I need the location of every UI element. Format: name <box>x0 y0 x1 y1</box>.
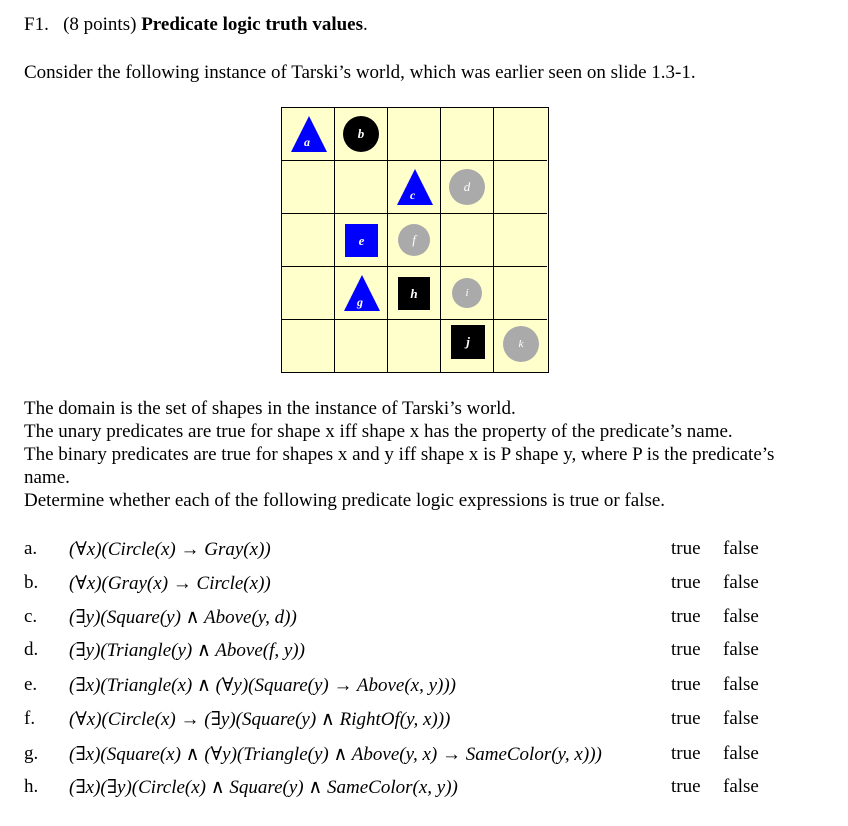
answer-false-option[interactable]: false <box>723 606 759 627</box>
problem-number: F1. <box>24 14 49 35</box>
answer-true-option[interactable]: true <box>671 572 701 593</box>
shape-label-a: a <box>304 135 310 149</box>
shape-label-k: k <box>518 338 524 350</box>
shape-label-d: d <box>463 179 471 194</box>
question-row-h <box>24 776 784 802</box>
circle-shape-i <box>452 278 482 308</box>
answer-false-option[interactable]: false <box>723 538 759 559</box>
question-letter: h. <box>24 776 39 797</box>
question-letter: d. <box>24 639 39 660</box>
grid-cell <box>335 161 388 214</box>
question-row-d <box>24 639 784 665</box>
grid-cell <box>494 161 547 214</box>
intro-text: Consider the following instance of Tarski’s world, which was earlier seen on slide 1.3-1. <box>24 62 696 83</box>
question-row-e <box>24 674 784 700</box>
shape-label-h: h <box>410 285 418 301</box>
question-letter: a. <box>24 538 38 559</box>
question-expression: (∃x)(Square(x) ∧ (∀y)(Triangle(y) ∧ Above(y, x) → SameColor(y, x))) <box>69 744 602 765</box>
question-letter: e. <box>24 674 38 695</box>
circle-shape-f <box>398 224 430 256</box>
shape-label-b: b <box>357 126 365 141</box>
square-shape-e <box>345 224 378 257</box>
question-row-g <box>24 743 784 769</box>
question-expression: (∃x)(Triangle(x) ∧ (∀y)(Square(y) → Above(x, y))) <box>69 675 457 696</box>
grid-cell <box>282 320 335 373</box>
description-line: The unary predicates are true for shape x iff shape x has the property of the predicate’s name. <box>24 421 733 442</box>
answer-true-option[interactable]: true <box>671 776 701 797</box>
shape-label-i: i <box>465 287 469 299</box>
shape-label-f: f <box>412 232 416 247</box>
grid-cell <box>282 214 335 267</box>
grid-cell <box>388 108 441 161</box>
question-letter: f. <box>24 708 36 729</box>
question-expression: (∀x)(Circle(x) → Gray(x)) <box>69 539 271 560</box>
circle-shape-d <box>449 169 485 205</box>
title-period: . <box>363 14 368 35</box>
question-row-f <box>24 708 784 734</box>
description-line: The binary predicates are true for shapes x and y iff shape x is P shape y, where P is the predicate’s name. <box>24 444 775 488</box>
circle-shape-k <box>503 326 539 362</box>
question-letter: c. <box>24 606 38 627</box>
description-line: Determine whether each of the following predicate logic expressions is true or false. <box>24 490 666 511</box>
problem-heading <box>24 14 368 36</box>
grid-cell <box>494 214 547 267</box>
square-shape-h <box>398 277 430 310</box>
answer-true-option[interactable]: true <box>671 606 701 627</box>
question-expression: (∃x)(∃y)(Circle(x) ∧ Square(y) ∧ SameColor(x, y)) <box>69 777 458 798</box>
grid-cell <box>282 161 335 214</box>
answer-true-option[interactable]: true <box>671 708 701 729</box>
question-letter: g. <box>24 743 39 764</box>
question-expression: (∃y)(Square(y) ∧ Above(y, d)) <box>69 607 297 628</box>
question-expression: (∀x)(Gray(x) → Circle(x)) <box>69 573 271 594</box>
question-row-c <box>24 606 784 632</box>
problem-title: Predicate logic truth values <box>141 14 363 35</box>
grid-cell <box>388 320 441 373</box>
tarski-world-grid <box>281 107 549 373</box>
problem-points: (8 points) <box>63 14 137 35</box>
grid-cell <box>335 320 388 373</box>
grid-cell <box>441 108 494 161</box>
answer-true-option[interactable]: true <box>671 674 701 695</box>
shape-label-c: c <box>410 188 416 202</box>
answer-false-option[interactable]: false <box>723 708 759 729</box>
answer-false-option[interactable]: false <box>723 776 759 797</box>
answer-true-option[interactable]: true <box>671 538 701 559</box>
question-row-a <box>24 538 784 564</box>
description-line: The domain is the set of shapes in the instance of Tarski’s world. <box>24 398 516 419</box>
question-row-b <box>24 572 784 598</box>
grid-cell <box>441 214 494 267</box>
question-expression: (∃y)(Triangle(y) ∧ Above(f, y)) <box>69 640 305 661</box>
question-letter: b. <box>24 572 39 593</box>
answer-false-option[interactable]: false <box>723 743 759 764</box>
square-shape-j <box>451 325 485 359</box>
answer-false-option[interactable]: false <box>723 674 759 695</box>
answer-false-option[interactable]: false <box>723 572 759 593</box>
circle-shape-b <box>343 116 379 152</box>
shape-label-g: g <box>357 295 363 309</box>
problem-description <box>24 397 814 512</box>
shape-label-j: j <box>466 334 470 349</box>
question-expression: (∀x)(Circle(x) → (∃y)(Square(y) ∧ RightOf(y, x))) <box>69 709 451 730</box>
answer-true-option[interactable]: true <box>671 639 701 660</box>
grid-cell <box>282 267 335 320</box>
grid-cell <box>494 108 547 161</box>
answer-false-option[interactable]: false <box>723 639 759 660</box>
grid-cell <box>494 267 547 320</box>
answer-true-option[interactable]: true <box>671 743 701 764</box>
shape-label-e: e <box>358 232 365 248</box>
